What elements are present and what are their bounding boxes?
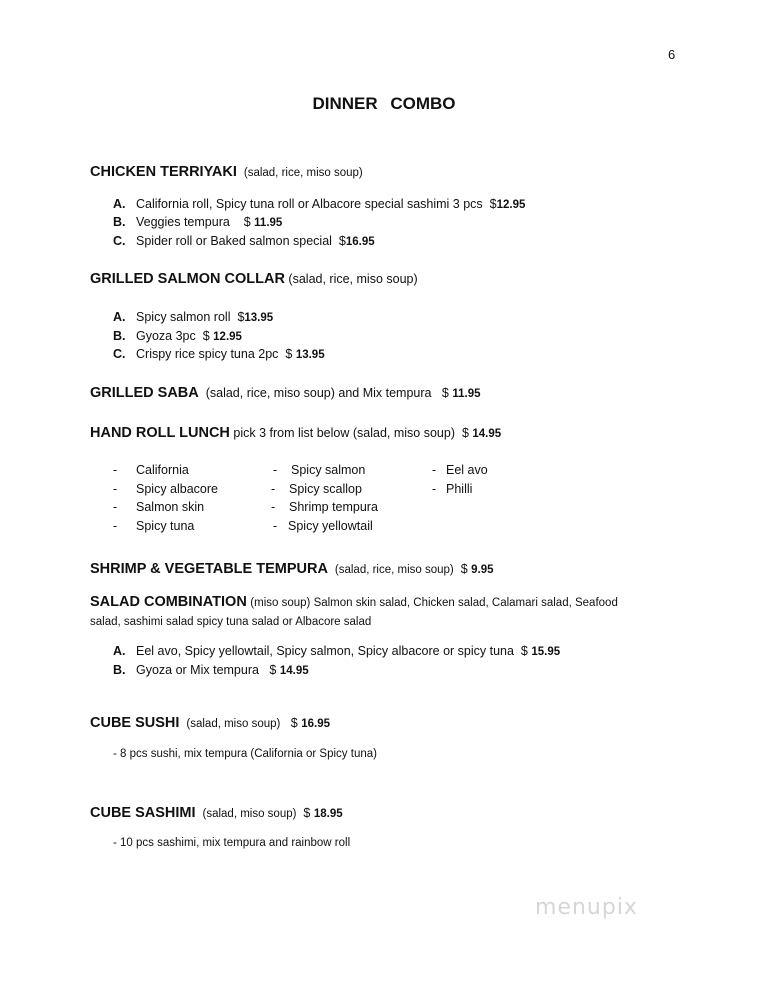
section-heading-tempura: SHRIMP & VEGETABLE TEMPURA (salad, rice, miso soup) $ 9.95 bbox=[90, 561, 494, 577]
section-heading-hand-roll: HAND ROLL LUNCH pick 3 from list below (salad, miso soup) $ 14.95 bbox=[90, 425, 502, 441]
section-heading-salad: SALAD COMBINATION (miso soup) Salmon skin salad, Chicken salad, Calamari salad, Seafood bbox=[90, 594, 618, 610]
hand-roll-option: - Philli bbox=[432, 482, 473, 496]
menu-item: A. Spicy salmon roll $13.95 bbox=[113, 310, 274, 324]
hand-roll-option: - Eel avo bbox=[432, 463, 488, 477]
watermark-logo: menupix bbox=[535, 895, 638, 920]
menu-item: A. California roll, Spicy tuna roll or Albacore special sashimi 3 pcs $12.95 bbox=[113, 197, 526, 211]
cube-sashimi-detail: - 10 pcs sashimi, mix tempura and rainbow roll bbox=[113, 837, 351, 849]
salad-note-continued: salad, sashimi salad spicy tuna salad or Albacore salad bbox=[90, 616, 372, 628]
section-heading-saba: GRILLED SABA (salad, rice, miso soup) and Mix tempura $ 11.95 bbox=[90, 385, 481, 401]
hand-roll-option: - Spicy tuna bbox=[113, 519, 195, 533]
menu-item: B. Gyoza or Mix tempura $ 14.95 bbox=[113, 663, 309, 677]
section-heading-cube-sashimi: CUBE SASHIMI (salad, miso soup) $ 18.95 bbox=[90, 805, 343, 821]
hand-roll-option: - Spicy salmon bbox=[273, 463, 366, 477]
hand-roll-option: - Spicy yellowtail bbox=[273, 519, 373, 533]
cube-sushi-detail: - 8 pcs sushi, mix tempura (California or Spicy tuna) bbox=[113, 748, 377, 760]
section-heading-chicken: CHICKEN TERRIYAKI (salad, rice, miso soup) bbox=[90, 164, 363, 180]
menu-item: B. Veggies tempura $ 11.95 bbox=[113, 215, 283, 229]
menu-item: C. Spider roll or Baked salmon special $16.95 bbox=[113, 234, 375, 248]
hand-roll-option: - Spicy scallop bbox=[271, 482, 362, 496]
page-number: 6 bbox=[668, 47, 676, 62]
hand-roll-option: - Shrimp tempura bbox=[271, 500, 378, 514]
section-heading-cube-sushi: CUBE SUSHI (salad, miso soup) $ 16.95 bbox=[90, 715, 330, 731]
hand-roll-option: - Salmon skin bbox=[113, 500, 205, 514]
section-heading-salmon-collar: GRILLED SALMON COLLAR (salad, rice, miso soup) bbox=[90, 271, 418, 287]
hand-roll-option: - Spicy albacore bbox=[113, 482, 218, 496]
hand-roll-option: - California bbox=[113, 463, 189, 477]
menu-item: C. Crispy rice spicy tuna 2pc $ 13.95 bbox=[113, 347, 325, 361]
menu-item: B. Gyoza 3pc $ 12.95 bbox=[113, 329, 242, 343]
page-title: DINNER COMBO bbox=[312, 94, 456, 113]
menu-item: A. Eel avo, Spicy yellowtail, Spicy salmon, Spicy albacore or spicy tuna $ 15.95 bbox=[113, 644, 561, 658]
